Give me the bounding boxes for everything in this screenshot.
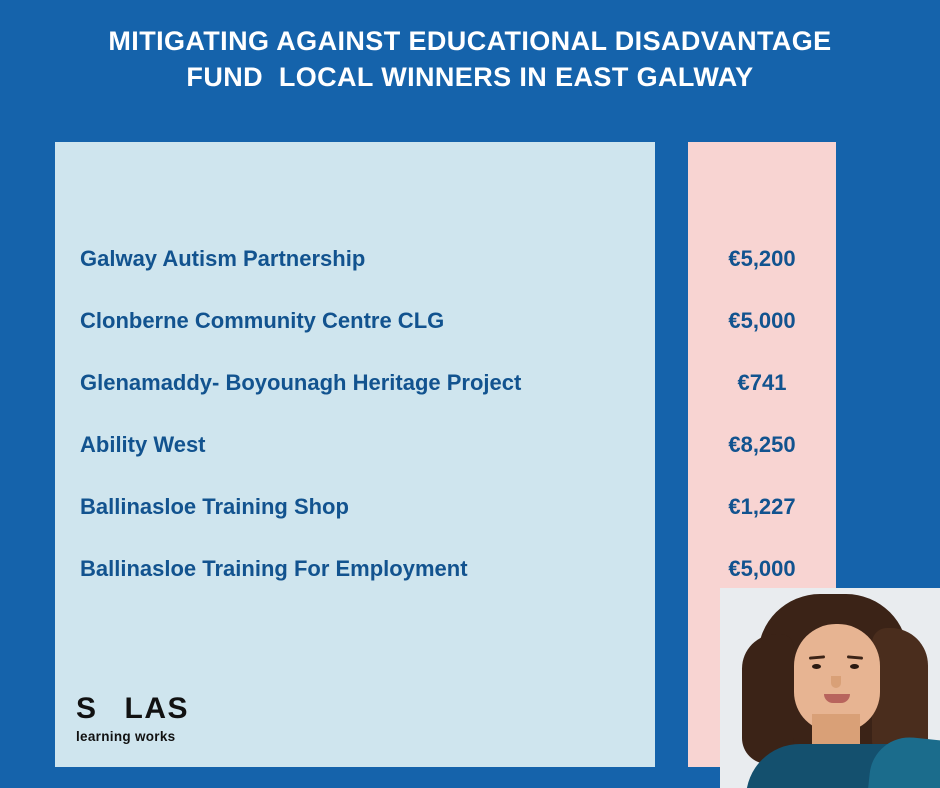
table-row [80,487,655,527]
winner-amount: €1,227 [728,494,796,519]
person-photo [720,588,940,788]
winner-name: Ballinasloe Training For Employment [80,556,468,581]
table-row [688,239,836,279]
winner-amount: €5,000 [728,308,796,333]
solas-logo-tagline: learning works [76,729,176,744]
photo-hair-left [742,634,794,764]
solas-rings-icon [99,695,124,720]
table-row [688,301,836,341]
logo-letter-a: A [144,692,168,725]
logo-letter-s2: S [167,692,190,725]
solas-logo [76,694,266,754]
table-row [80,363,655,403]
logo-letter-l: L [124,692,145,725]
solas-logo-wordmark [76,694,266,724]
table-row [688,549,836,589]
table-row [688,425,836,465]
table-row [80,549,655,589]
winner-name: Ballinasloe Training Shop [80,494,349,519]
table-row [688,363,836,403]
title-line-1: MITIGATING AGAINST EDUCATIONAL DISADVANTAGE [108,26,832,56]
logo-letter-s1: S [76,692,98,725]
winner-amount: €8,250 [728,432,796,457]
page-title [0,24,940,95]
winner-name: Ability West [80,432,206,457]
table-row [80,425,655,465]
table-row [688,487,836,527]
winner-amount: €5,200 [728,246,796,271]
table-row [80,301,655,341]
winner-name: Clonberne Community Centre CLG [80,308,445,333]
winner-amount: €741 [737,370,787,395]
winner-name: Glenamaddy- Boyounagh Heritage Project [80,370,522,395]
winner-amount: €5,000 [728,556,796,581]
title-line-2: FUND LOCAL WINNERS IN EAST GALWAY [186,61,754,92]
table-row [80,239,655,279]
winner-name: Galway Autism Partnership [80,246,366,271]
